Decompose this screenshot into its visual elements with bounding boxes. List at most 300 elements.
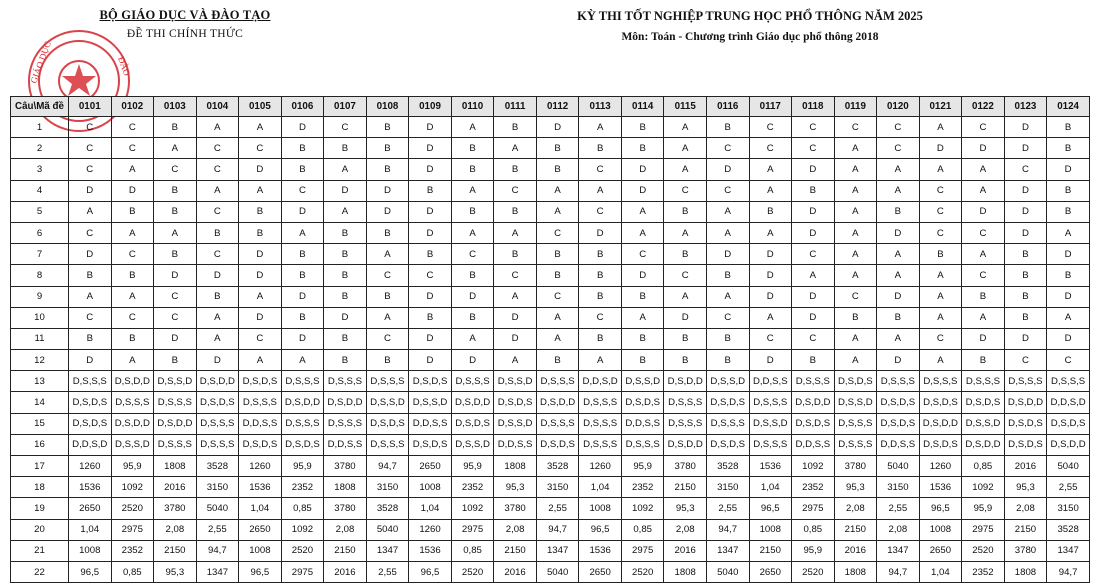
answer-cell: 2352 (451, 477, 494, 498)
table-row (11, 540, 1090, 561)
answer-cell: A (834, 350, 877, 371)
answer-cell: D,D,S,D (579, 371, 622, 392)
answer-cell: B (154, 117, 197, 138)
answer-cell: B (111, 328, 154, 349)
answer-cell: C (579, 159, 622, 180)
answer-cell: 95,3 (1004, 477, 1047, 498)
exam-code-header: 0110 (451, 97, 494, 117)
answer-cell: D,S,S,S (834, 413, 877, 434)
answer-cell: D (749, 265, 792, 286)
answer-cell: C (366, 265, 409, 286)
answer-cell: C (919, 222, 962, 243)
answer-cell: C (792, 117, 835, 138)
answer-cell: A (69, 201, 112, 222)
answer-cell: D,S,S,S (281, 371, 324, 392)
answer-cell: D,S,D,D (111, 413, 154, 434)
answer-cell: D,S,S,S (69, 371, 112, 392)
table-row (11, 138, 1090, 159)
answer-cell: 94,7 (877, 561, 920, 582)
answer-cell: C (706, 307, 749, 328)
answer-cell: 1808 (1004, 561, 1047, 582)
answer-cell: 94,7 (706, 519, 749, 540)
answer-cell: 1536 (579, 540, 622, 561)
answer-cell: D,S,S,S (154, 392, 197, 413)
answer-cell: 2150 (834, 519, 877, 540)
answer-cell: D,S,D,D (1047, 434, 1090, 455)
answer-cell: D,S,S,D (962, 413, 1005, 434)
answer-cell: D,S,D,D (792, 392, 835, 413)
answer-cell: 1008 (239, 540, 282, 561)
answer-cell: 3150 (366, 477, 409, 498)
question-number: 18 (11, 477, 69, 498)
answer-cell: B (69, 265, 112, 286)
answer-cell: 95,3 (154, 561, 197, 582)
question-number: 20 (11, 519, 69, 540)
answer-cell: D,S,S,S (664, 413, 707, 434)
answer-cell: 0,85 (621, 519, 664, 540)
answer-cell: 2520 (451, 561, 494, 582)
answer-cell: 1536 (409, 540, 452, 561)
answer-cell: C (239, 328, 282, 349)
answer-cell: 3150 (706, 477, 749, 498)
answer-cell: B (536, 244, 579, 265)
answer-cell: B (1004, 244, 1047, 265)
answer-cell: 2975 (111, 519, 154, 540)
answer-cell: A (451, 328, 494, 349)
answer-cell: D,S,S,S (196, 434, 239, 455)
answer-cell: D (409, 328, 452, 349)
answer-cell: B (536, 350, 579, 371)
answer-cell: D,S,S,S (536, 371, 579, 392)
answer-cell: D,S,S,S (621, 434, 664, 455)
answer-cell: A (877, 159, 920, 180)
answer-cell: D (1004, 328, 1047, 349)
question-number: 8 (11, 265, 69, 286)
answer-cell: B (621, 328, 664, 349)
answer-cell: C (196, 159, 239, 180)
answer-cell: C (919, 201, 962, 222)
answer-cell: D,D,S,S (877, 434, 920, 455)
answer-cell: 2016 (1004, 456, 1047, 477)
answer-cell: D (1047, 244, 1090, 265)
exam-code-header: 0102 (111, 97, 154, 117)
table-row (11, 117, 1090, 138)
answer-cell: D,S,D,S (451, 413, 494, 434)
answer-cell: D,S,S,S (749, 434, 792, 455)
answer-cell: D (621, 159, 664, 180)
svg-text:GIÁO DỤC: GIÁO DỤC (28, 40, 53, 85)
table-row (11, 265, 1090, 286)
answer-cell: B (1047, 117, 1090, 138)
answer-cell: 2,55 (196, 519, 239, 540)
answer-cell: 2016 (154, 477, 197, 498)
answer-cell: B (366, 138, 409, 159)
answer-cell: B (324, 222, 367, 243)
answer-cell: B (962, 286, 1005, 307)
answer-cell: A (154, 222, 197, 243)
answer-cell: C (877, 138, 920, 159)
answer-cell: D (962, 201, 1005, 222)
table-body (11, 117, 1090, 583)
answer-cell: B (621, 138, 664, 159)
answer-cell: 3780 (154, 498, 197, 519)
answer-cell: C (111, 117, 154, 138)
answer-cell: 0,85 (962, 456, 1005, 477)
answer-cell: 2975 (792, 498, 835, 519)
answer-cell: D,S,S,S (1004, 371, 1047, 392)
answer-cell: A (834, 328, 877, 349)
answer-cell: C (111, 138, 154, 159)
answer-cell: D (324, 180, 367, 201)
answer-cell: C (69, 307, 112, 328)
answer-cell: D,D,S,S (239, 413, 282, 434)
answer-cell: 2520 (621, 561, 664, 582)
answer-cell: B (579, 265, 622, 286)
answer-cell: 94,7 (366, 456, 409, 477)
answer-cell: B (962, 350, 1005, 371)
answer-cell: A (239, 180, 282, 201)
answer-cell: 2975 (621, 540, 664, 561)
answer-cell: D (366, 180, 409, 201)
answer-cell: 2650 (579, 561, 622, 582)
answer-cell: B (664, 244, 707, 265)
answer-cell: D,S,D,S (1004, 434, 1047, 455)
table-row (11, 244, 1090, 265)
answer-cell: A (366, 244, 409, 265)
answer-cell: C (1004, 159, 1047, 180)
answer-cell: D (536, 117, 579, 138)
answer-cell: B (111, 201, 154, 222)
question-number: 7 (11, 244, 69, 265)
answer-cell: D (706, 244, 749, 265)
answer-cell: D (1004, 222, 1047, 243)
answer-cell: B (69, 328, 112, 349)
answer-cell: 1260 (919, 456, 962, 477)
answer-cell: B (494, 159, 537, 180)
exam-code-header: 0115 (664, 97, 707, 117)
answer-cell: B (324, 265, 367, 286)
exam-code-header: 0117 (749, 97, 792, 117)
answer-cell: 95,9 (621, 456, 664, 477)
answer-cell: 95,9 (451, 456, 494, 477)
answer-cell: D (706, 159, 749, 180)
answer-cell: D (69, 350, 112, 371)
answer-cell: B (196, 286, 239, 307)
answer-cell: D (877, 350, 920, 371)
answer-cell: A (281, 222, 324, 243)
answer-cell: D (1047, 286, 1090, 307)
table-row (11, 222, 1090, 243)
answer-cell: A (366, 307, 409, 328)
answer-cell: 2,55 (536, 498, 579, 519)
answer-cell: D (324, 307, 367, 328)
answer-cell: B (706, 328, 749, 349)
answer-cell: 2352 (111, 540, 154, 561)
question-number: 5 (11, 201, 69, 222)
answer-cell: 1260 (579, 456, 622, 477)
answer-cell: A (579, 350, 622, 371)
answer-cell: 2,08 (324, 519, 367, 540)
answer-cell: A (834, 201, 877, 222)
answer-cell: A (196, 180, 239, 201)
answer-cell: 5040 (366, 519, 409, 540)
answer-cell: D,S,S,S (324, 413, 367, 434)
answer-cell: A (664, 138, 707, 159)
answer-cell: D (281, 286, 324, 307)
answer-cell: D (409, 286, 452, 307)
answer-cell: D,D,S,S (749, 371, 792, 392)
answer-cell: B (706, 265, 749, 286)
answer-cell: 1260 (69, 456, 112, 477)
answer-cell: 2,55 (877, 498, 920, 519)
answer-cell: A (451, 222, 494, 243)
answer-cell: D (792, 159, 835, 180)
answer-cell: B (1047, 138, 1090, 159)
table-row (11, 413, 1090, 434)
answer-cell: D,S,S,S (749, 392, 792, 413)
table-row (11, 477, 1090, 498)
answer-cell: B (239, 222, 282, 243)
answer-cell: 1092 (451, 498, 494, 519)
answer-cell: 1,04 (69, 519, 112, 540)
answer-cell: C (962, 117, 1005, 138)
exam-code-header: 0118 (792, 97, 835, 117)
answer-cell: C (834, 286, 877, 307)
answer-cell: 2,08 (877, 519, 920, 540)
answer-cell: D,S,S,S (324, 371, 367, 392)
answer-cell: A (877, 180, 920, 201)
answer-cell: D (1004, 180, 1047, 201)
answer-cell: 1008 (409, 477, 452, 498)
answer-cell: C (111, 307, 154, 328)
question-number: 14 (11, 392, 69, 413)
answer-cell: D,S,D,S (409, 371, 452, 392)
table-row (11, 159, 1090, 180)
answer-cell: D,D,S,S (324, 434, 367, 455)
answer-cell: D,S,S,S (536, 413, 579, 434)
answer-cell: 2,08 (154, 519, 197, 540)
answer-cell: B (366, 117, 409, 138)
answer-cell: A (621, 307, 664, 328)
answer-cell: 1,04 (919, 561, 962, 582)
answer-cell: 1,04 (579, 477, 622, 498)
answer-cell: B (409, 180, 452, 201)
answer-cell: 2016 (834, 540, 877, 561)
exam-code-header: 0113 (579, 97, 622, 117)
answer-cell: B (1047, 180, 1090, 201)
answer-cell: B (451, 138, 494, 159)
answer-cell: D,S,S,S (451, 371, 494, 392)
answer-cell: B (196, 222, 239, 243)
answer-cell: A (324, 159, 367, 180)
answer-cell: D,S,D,S (1047, 413, 1090, 434)
question-number: 3 (11, 159, 69, 180)
answer-cell: A (69, 286, 112, 307)
question-number: 21 (11, 540, 69, 561)
answer-cell: D,S,S,D (834, 392, 877, 413)
answer-cell: D (196, 265, 239, 286)
answer-cell: D,S,D,D (281, 392, 324, 413)
answer-cell: A (919, 117, 962, 138)
answer-cell: 95,9 (111, 456, 154, 477)
answer-cell: A (621, 222, 664, 243)
answer-cell: A (111, 286, 154, 307)
answer-cell: B (579, 244, 622, 265)
answer-cell: 2,08 (1004, 498, 1047, 519)
answer-cell: A (281, 350, 324, 371)
answer-cell: A (621, 201, 664, 222)
answer-cell: D (494, 307, 537, 328)
answer-cell: 2,08 (664, 519, 707, 540)
answer-cell: D (1004, 201, 1047, 222)
answer-cell: D (281, 117, 324, 138)
answer-cell: A (239, 350, 282, 371)
answer-cell: A (877, 265, 920, 286)
answer-cell: 3528 (536, 456, 579, 477)
answer-cell: B (579, 328, 622, 349)
answer-cell: D (69, 244, 112, 265)
answer-cell: 2016 (324, 561, 367, 582)
answer-cell: C (536, 222, 579, 243)
answer-cell: 5040 (196, 498, 239, 519)
answer-cell: 2352 (281, 477, 324, 498)
answer-cell: 95,3 (494, 477, 537, 498)
answer-cell: 3528 (366, 498, 409, 519)
answer-cell: D,S,D,S (69, 413, 112, 434)
answer-cell: 2520 (792, 561, 835, 582)
question-number: 10 (11, 307, 69, 328)
answer-cell: 2650 (749, 561, 792, 582)
answer-cell: C (792, 244, 835, 265)
answer-cell: 96,5 (919, 498, 962, 519)
answer-cell: C (792, 328, 835, 349)
question-number: 9 (11, 286, 69, 307)
answer-cell: 1536 (919, 477, 962, 498)
answer-cell: D,S,S,S (154, 434, 197, 455)
answer-cell: D,S,D,S (1004, 413, 1047, 434)
answer-cell: B (664, 350, 707, 371)
answer-cell: C (324, 117, 367, 138)
exam-code-header: 0111 (494, 97, 537, 117)
answer-cell: B (324, 350, 367, 371)
answer-cell: B (877, 201, 920, 222)
answer-cell: 2150 (494, 540, 537, 561)
answer-cell: B (494, 117, 537, 138)
answer-cell: A (834, 159, 877, 180)
answer-cell: A (792, 265, 835, 286)
answer-cell: C (834, 117, 877, 138)
answer-cell: C (1004, 350, 1047, 371)
answer-cell: C (451, 244, 494, 265)
answer-cell: D,S,S,S (706, 413, 749, 434)
answer-cell: C (196, 244, 239, 265)
answer-cell: A (919, 159, 962, 180)
answer-cell: 2150 (324, 540, 367, 561)
answer-cell: 95,9 (962, 498, 1005, 519)
answer-cell: B (792, 180, 835, 201)
exam-title: KỲ THI TỐT NGHIỆP TRUNG HỌC PHỔ THÔNG NĂM 2025 (577, 9, 923, 23)
answer-cell: D (962, 328, 1005, 349)
answer-cell: 1536 (69, 477, 112, 498)
answer-cell: D,S,D,S (621, 392, 664, 413)
answer-cell: A (834, 180, 877, 201)
answer-cell: D,S,S,S (877, 371, 920, 392)
answer-cell: 2016 (494, 561, 537, 582)
answer-cell: A (1047, 222, 1090, 243)
answer-cell: D,D,S,D (1047, 392, 1090, 413)
answer-cell: B (324, 138, 367, 159)
answer-cell: D,S,D,S (919, 434, 962, 455)
answer-cell: B (239, 201, 282, 222)
answer-cell: D,S,S,D (451, 434, 494, 455)
answer-cell: C (154, 159, 197, 180)
question-number: 2 (11, 138, 69, 159)
answer-cell: C (69, 159, 112, 180)
answer-cell: D,S,D,D (324, 392, 367, 413)
answer-cell: B (749, 201, 792, 222)
answer-cell: B (579, 138, 622, 159)
answer-cell: 1536 (749, 456, 792, 477)
answer-cell: 5040 (536, 561, 579, 582)
answer-cell: D,S,D,S (196, 392, 239, 413)
answer-cell: D,S,D,S (536, 434, 579, 455)
exam-code-header: 0105 (239, 97, 282, 117)
answer-cell: C (664, 180, 707, 201)
answer-cell: A (962, 180, 1005, 201)
table-row (11, 519, 1090, 540)
answer-cell: D,S,D,D (154, 413, 197, 434)
answer-cell: D,S,S,D (409, 392, 452, 413)
answer-cell: C (154, 307, 197, 328)
answer-cell: C (579, 201, 622, 222)
answer-cell: B (281, 159, 324, 180)
answer-cell: D (409, 117, 452, 138)
answer-cell: A (962, 159, 1005, 180)
answer-cell: D,S,S,S (834, 434, 877, 455)
answer-cell: 3780 (834, 456, 877, 477)
answer-cell: 1092 (962, 477, 1005, 498)
answer-cell: A (834, 138, 877, 159)
answer-cell: D (239, 244, 282, 265)
answer-cell: B (664, 328, 707, 349)
answer-cell: B (1004, 286, 1047, 307)
answer-cell: D,S,D,D (451, 392, 494, 413)
answer-cell: 3150 (877, 477, 920, 498)
answer-cell: C (664, 265, 707, 286)
exam-code-header: 0124 (1047, 97, 1090, 117)
answer-cell: B (366, 159, 409, 180)
table-row (11, 180, 1090, 201)
answer-cell: B (154, 180, 197, 201)
answer-cell: 95,3 (834, 477, 877, 498)
answer-cell: C (962, 265, 1005, 286)
answer-cell: D,S,D,S (877, 392, 920, 413)
exam-code-header: 0116 (706, 97, 749, 117)
exam-code-header: 0120 (877, 97, 920, 117)
answer-cell: D,S,D,D (196, 371, 239, 392)
answer-cell: 0,85 (281, 498, 324, 519)
answer-cell: D (792, 222, 835, 243)
answer-cell: B (154, 201, 197, 222)
answer-cell: B (1047, 201, 1090, 222)
answer-cell: D,S,S,S (792, 371, 835, 392)
answer-cell: B (451, 159, 494, 180)
exam-code-header: 0104 (196, 97, 239, 117)
answer-cell: 0,85 (451, 540, 494, 561)
question-number: 16 (11, 434, 69, 455)
answer-cell: A (706, 201, 749, 222)
answer-cell: C (749, 328, 792, 349)
